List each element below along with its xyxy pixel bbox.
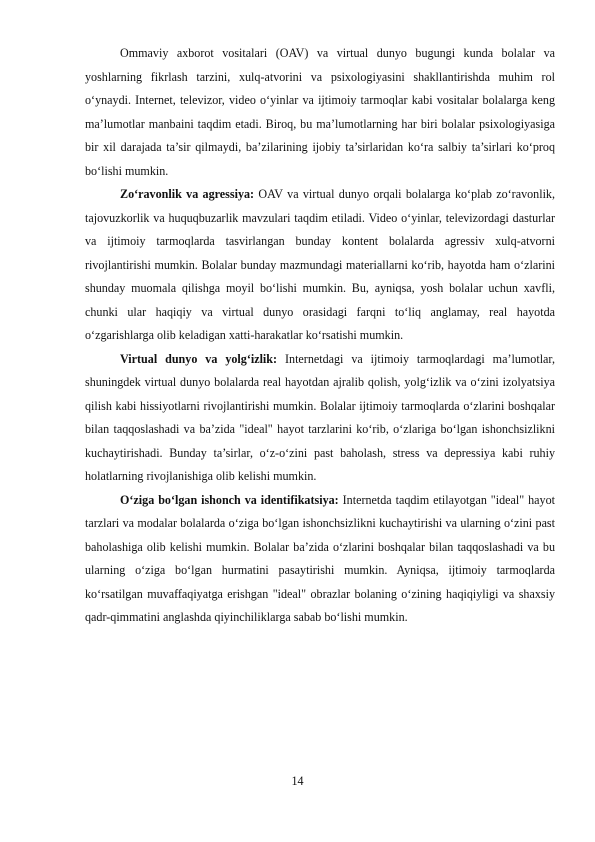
paragraph-text: Ommaviy axborot vositalari (OAV) va virtual dunyo bugungi kunda bolalar va yoshlarning fikrlash tarzini, xulq-atvorini va psixologiyasini shakllantirishda muhim rol o‘ynaydi. Internet, televizor, video o‘yinlar va ijtimoiy tarmoqlar kabi vositalar bolalarga keng ma’lumotlar manbaini taqdim etadi. Biroq, bu ma’lumotlarning har biri bolalar psixologiyasiga bir xil darajada ta’sir qilmaydi, ba’zilarining ijobiy ta’sirlaridan ko‘ra salbiy ta’sirlari ko‘proq bo‘lishi mumkin. — [85, 46, 555, 178]
paragraph-text: Internetda taqdim etilayotgan "ideal" hayot tarzlari va modalar bolalarda o‘ziga bo‘lgan ishonchsizlikni kuchaytirishi va ularning o‘zini past baholashiga olib kelishi mumkin. Bolalar ba’zida o‘zlarini boshqalar bilan taqqoslashadi va bu ularning o‘ziga bo‘lgan hurmatini pasaytirishi mumkin. Ayniqsa, ijtimoiy tarmoqlarda ko‘rsatilgan muvaffaqiyatga erishgan "ideal" obrazlar bolaning o‘zining haqiqiyligi va shaxsiy qadr-qimmatini anglashda qiyinchiliklarga sabab bo‘lishi mumkin. — [85, 492, 555, 624]
page-number: 14 — [291, 774, 304, 788]
paragraph-lead: Zo‘ravonlik va agressiya: — [120, 187, 255, 201]
paragraph-intro — [85, 42, 555, 183]
paragraph-virtual-loneliness — [85, 348, 555, 489]
paragraph-lead: O‘ziga bo‘lgan ishonch va identifikatsiya: — [120, 492, 339, 507]
paragraph-violence-aggression — [85, 183, 555, 348]
paragraph-lead: Virtual dunyo va yolg‘izlik: — [120, 351, 278, 366]
paragraph-self-confidence-identity — [85, 489, 555, 630]
paragraph-text: OAV va virtual dunyo orqali bolalarga ko‘plab zo‘ravonlik, tajovuzkorlik va huquqbuzarlik mavzulari taqdim etiladi. Video o‘yinlar, televizordagi dasturlar va ijtimoiy tarmoqlarda tasvirlangan bunday kontent bolalarda agressiv xulq-atvorni rivojlantirishi mumkin. Bolalar bunday mazmundagi materiallarni ko‘rib, hayotda ham o‘zlarini shunday muomala qilishga moyil bo‘lishi mumkin. Bu, ayniqsa, yosh bolalar uchun xavfli, chunki ular haqiqiy va virtual dunyo orasidagi farqni to‘liq anglamay, real hayotda o‘zgarishlarga olib keladigan xatti-harakatlar ko‘rsatishi mumkin. — [85, 187, 555, 342]
document-body — [85, 42, 555, 630]
paragraph-text: Internetdagi va ijtimoiy tarmoqlardagi ma’lumotlar, shuningdek virtual dunyo bolalarda real hayotdan ajralib qolish, yolg‘izlik va o‘zini izolyatsiya qilish kabi hissiyotlarni rivojlantirishi mumkin. Bolalar ijtimoiy tarmoqlarda o‘zlarini boshqalar bilan taqqoslashadi va ba’zida "ideal" hayot tarzlarini ko‘rib, o‘zlariga bo‘lgan ishonchsizlikni kuchaytirishadi. Bunday ta’sirlar, o‘z-o‘zini past baholash, stress va depressiya kabi ruhiy holatlarning rivojlanishiga olib kelishi mumkin. — [85, 351, 555, 483]
